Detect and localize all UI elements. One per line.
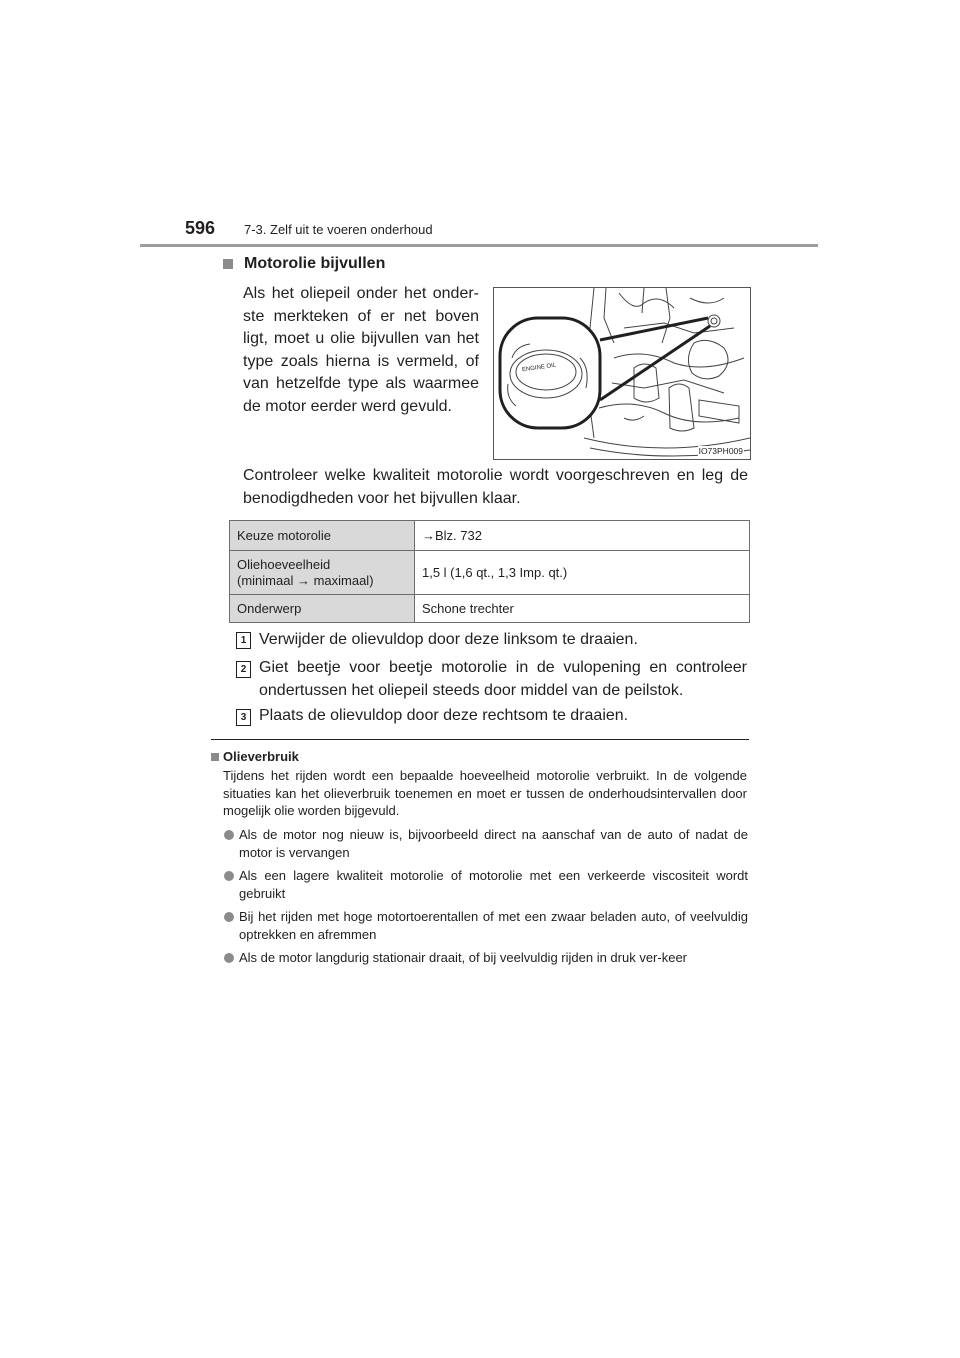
table-value: →Blz. 732 (415, 521, 750, 551)
table-row (230, 521, 750, 551)
note-paragraph: Tijdens het rijden wordt een bepaalde hoeveelheid motorolie verbruikt. In de volgende situaties kan het olieverbruik toenemen en moet er tussen de onderhoudsintervallen door mogelijk olie worden bijgevuld. (223, 768, 747, 818)
table-value: Schone trechter (415, 595, 750, 623)
bullet-dot-icon (224, 830, 234, 840)
table-label-line: Oliehoeveelheid (237, 556, 331, 572)
section-heading: Motorolie bijvullen (244, 255, 386, 272)
figure-code: IO73PH009 (698, 446, 743, 456)
table-row (230, 551, 750, 595)
list-item: Als de motor langdurig stationair draait, of bij veelvuldig rijden in druk ver-keer (239, 950, 687, 965)
heading-square-icon (223, 259, 233, 269)
oil-spec-table (229, 520, 750, 623)
intro-paragraph: Als het oliepeil onder het onder-ste merkteken of er net boven ligt, moet u olie bijvullen van het type zoals hierna is vermeld, of van hetzelfde type als waarmee de motor eerder werd gevuld. (243, 285, 479, 415)
bullet-dot-icon (224, 871, 234, 881)
note-square-icon (211, 753, 219, 761)
engine-oil-cap-label: ENGINE OIL (521, 362, 557, 374)
step-text: Verwijder de olievuldop door deze linksom te draaien. (259, 631, 638, 648)
header-rule (140, 244, 818, 247)
list-item: Bij het rijden met hoge motortoerentallen of met een zwaar beladen auto, of veelvuldig optrekken en afremmen (239, 909, 748, 942)
table-label: Onderwerp (230, 595, 415, 623)
preparation-paragraph: Controleer welke kwaliteit motorolie wordt voorgeschreven en leg de benodigdheden voor het bijvullen klaar. (243, 467, 748, 507)
step-text: Giet beetje voor beetje motorolie in de vulopening en controleer ondertussen het oliepeil steeds door middel van de peilstok. (259, 659, 747, 699)
section-title: 7-3. Zelf uit te voeren onderhoud (244, 222, 433, 237)
table-row (230, 595, 750, 623)
table-value: 1,5 l (1,6 qt., 1,3 Imp. qt.) (415, 551, 750, 595)
note-heading: Olieverbruik (223, 749, 299, 764)
list-item: Als een lagere kwaliteit motorolie of motorolie met een verkeerde viscositeit wordt gebruikt (239, 868, 748, 901)
step-text: Plaats de olievuldop door deze rechtsom te draaien. (259, 707, 629, 724)
step-number-badge: 1 (236, 632, 251, 649)
page-number: 596 (185, 218, 216, 238)
bullet-dot-icon (224, 912, 234, 922)
table-label-line: (minimaal → maximaal) (237, 572, 374, 588)
step-number-badge: 3 (236, 709, 251, 726)
bullet-dot-icon (224, 953, 234, 963)
engine-bay-illustration (494, 288, 750, 459)
step-number-badge: 2 (236, 661, 251, 678)
engine-oil-cap-figure (493, 287, 751, 460)
table-label (230, 551, 415, 595)
table-label: Keuze motorolie (230, 521, 415, 551)
note-divider (211, 739, 749, 740)
list-item: Als de motor nog nieuw is, bijvoorbeeld direct na aanschaf van de auto of nadat de motor is vervangen (239, 827, 748, 860)
